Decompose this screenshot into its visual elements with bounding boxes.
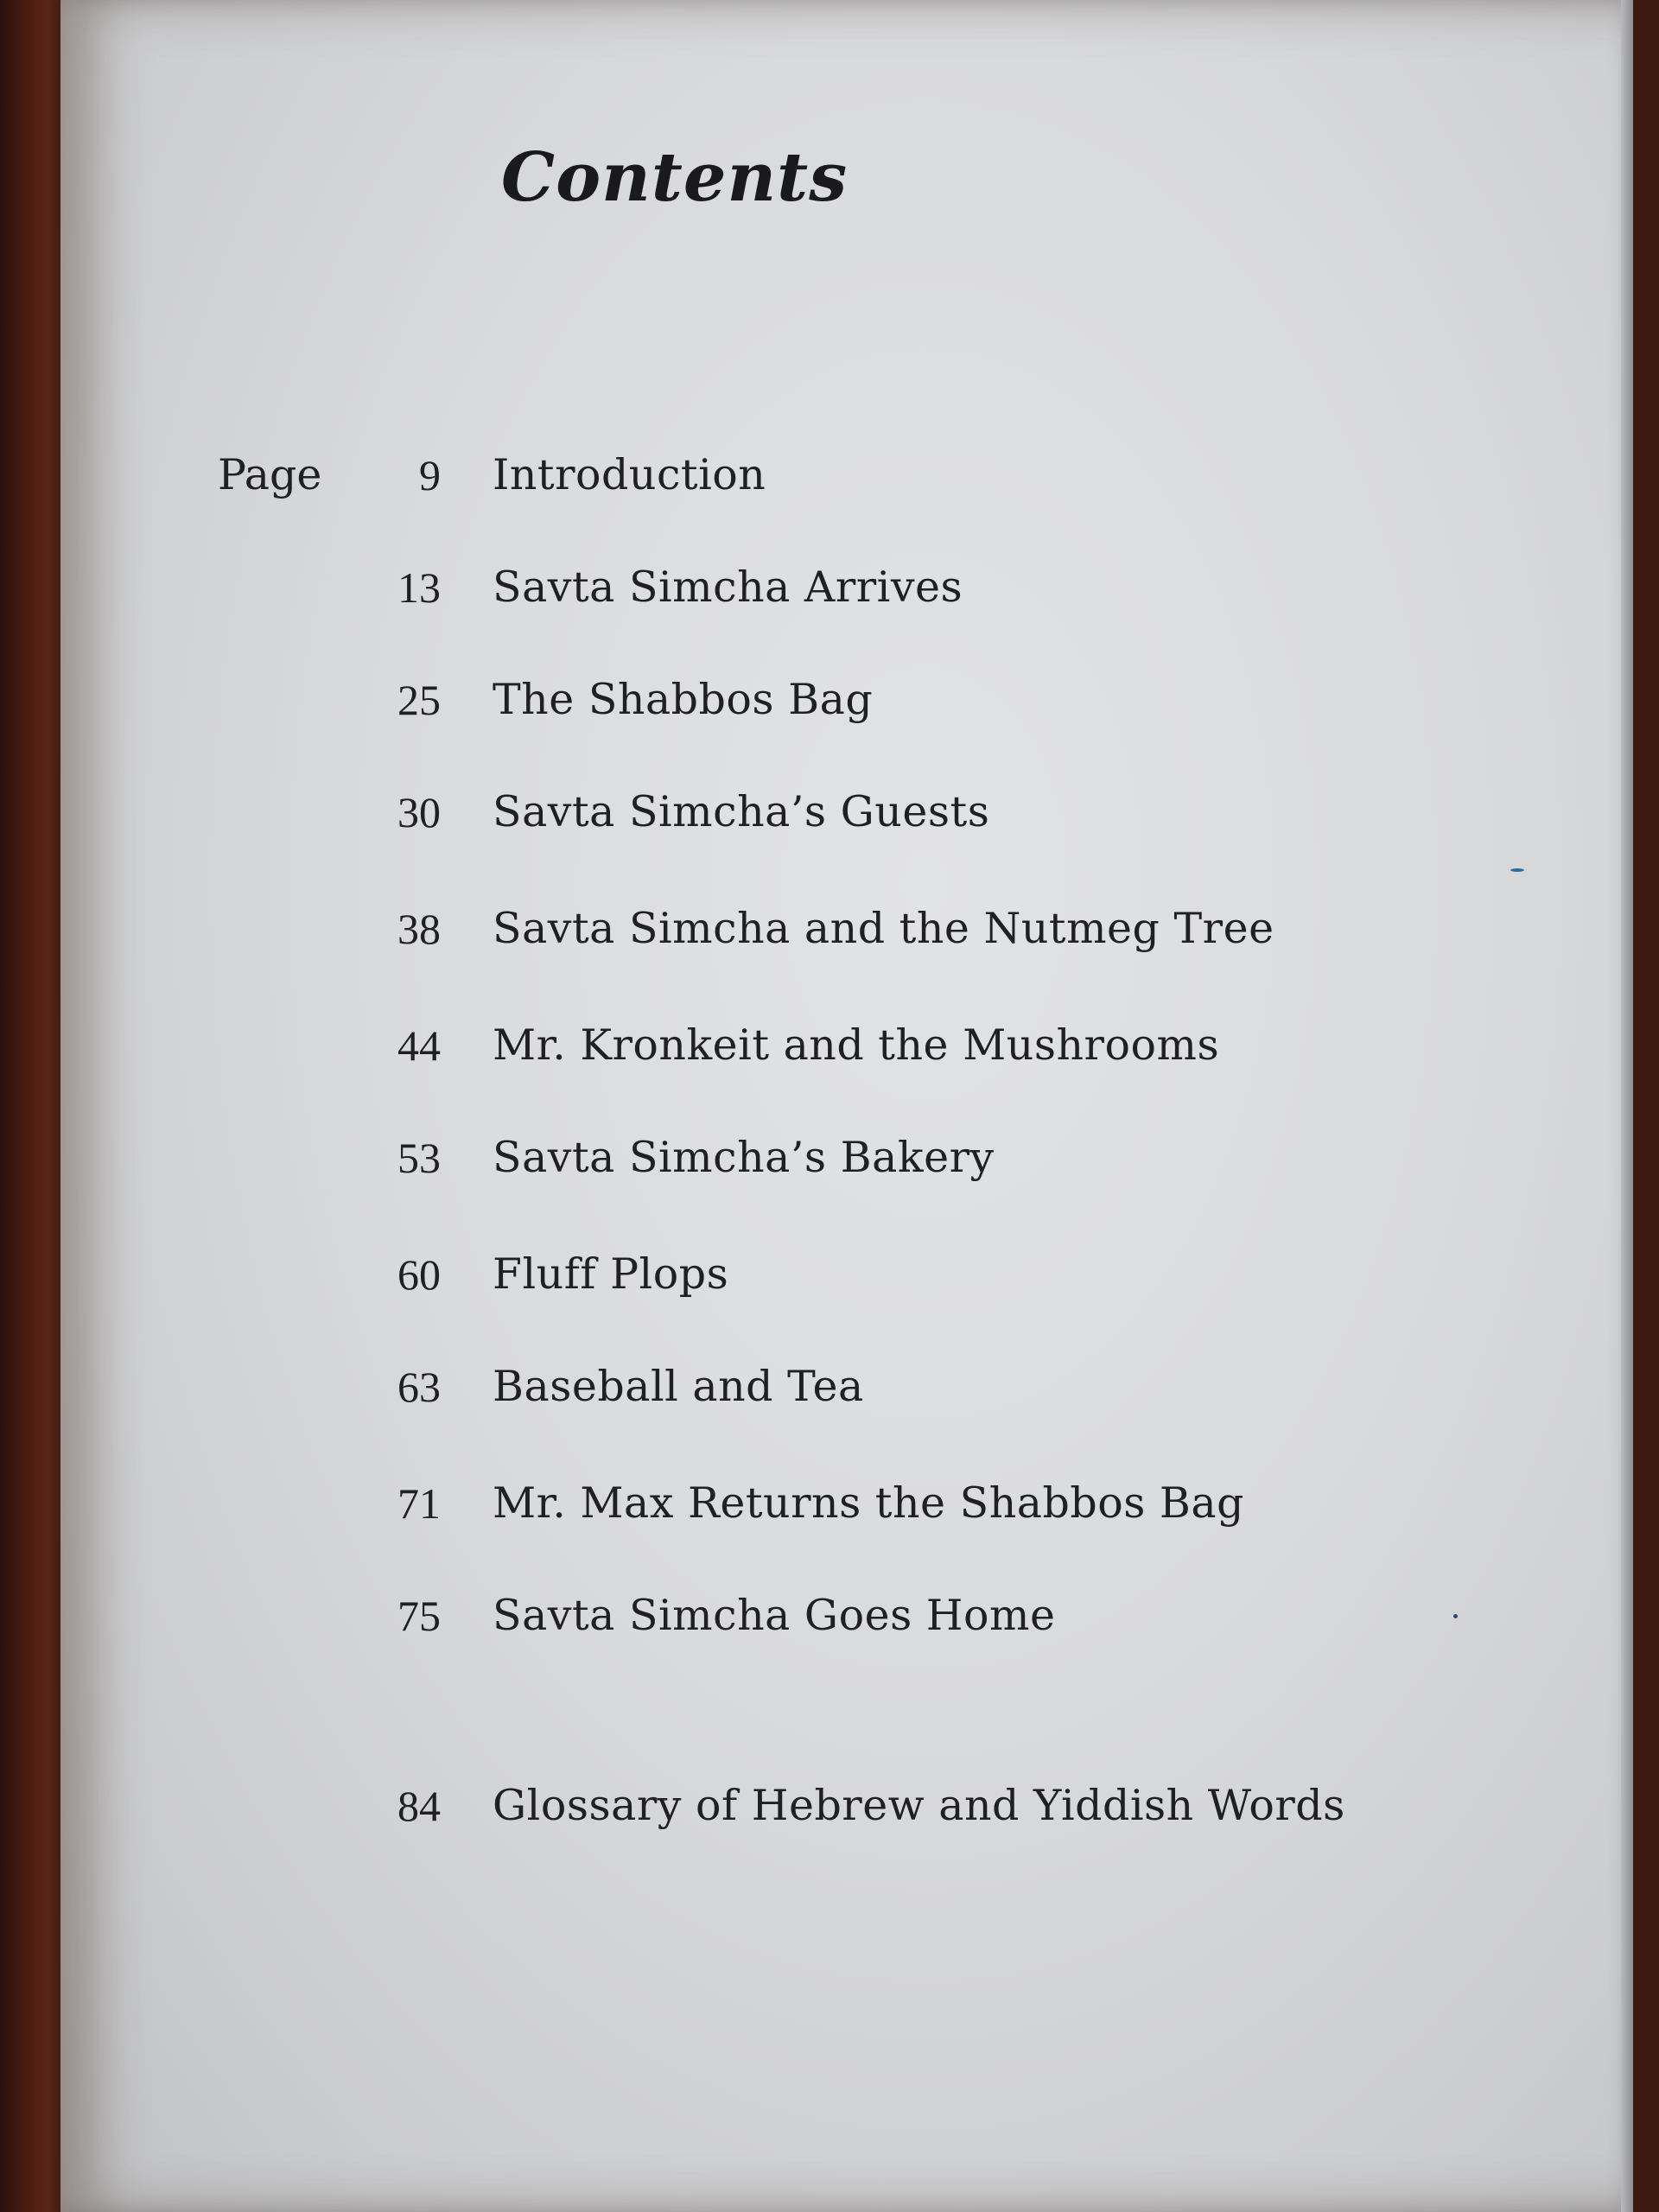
book-page <box>60 0 1633 2212</box>
toc-chapter-title: Mr. Kronkeit and the Mushrooms <box>493 1020 1220 1070</box>
toc-entry <box>60 441 1633 510</box>
toc-entry <box>60 665 1633 734</box>
toc-page-number: 71 <box>397 1479 441 1528</box>
toc-entry <box>60 1469 1633 1538</box>
toc-chapter-title: Mr. Max Returns the Shabbos Bag <box>493 1478 1245 1528</box>
toc-chapter-title: Savta Simcha and the Nutmeg Tree <box>493 904 1274 953</box>
toc-entry <box>60 1011 1633 1080</box>
toc-page-number: 30 <box>397 788 441 836</box>
toc-page-number: 25 <box>397 676 441 724</box>
toc-page-number: 13 <box>397 563 441 612</box>
toc-entry <box>60 1240 1633 1309</box>
toc-page-number: 75 <box>397 1592 441 1640</box>
toc-chapter-title: Fluff Plops <box>493 1249 729 1299</box>
toc-entry <box>60 553 1633 622</box>
toc-chapter-title: Baseball and Tea <box>493 1362 864 1411</box>
toc-page-number: 63 <box>397 1363 441 1411</box>
toc-page-number: 9 <box>419 451 441 499</box>
page-title: Contents <box>501 138 849 217</box>
page-label: Page <box>218 450 322 499</box>
toc-chapter-title: Savta Simcha Goes Home <box>493 1591 1056 1640</box>
toc-page-number: 84 <box>397 1782 441 1830</box>
ink-speck <box>1453 1614 1458 1618</box>
toc-page-number: 38 <box>397 905 441 953</box>
toc-entry <box>60 1581 1633 1650</box>
toc-chapter-title: Savta Simcha Arrives <box>493 563 963 612</box>
toc-entry <box>60 778 1633 847</box>
toc-page-number: 60 <box>397 1250 441 1299</box>
toc-entry <box>60 1123 1633 1192</box>
toc-chapter-title: Savta Simcha’s Bakery <box>493 1133 995 1182</box>
toc-chapter-title: The Shabbos Bag <box>493 675 874 724</box>
toc-entry <box>60 1352 1633 1421</box>
toc-chapter-title: Savta Simcha’s Guests <box>493 787 990 836</box>
table-of-contents <box>60 0 1633 2212</box>
toc-chapter-title: Glossary of Hebrew and Yiddish Words <box>493 1781 1345 1830</box>
toc-entry <box>60 1771 1633 1840</box>
toc-page-number: 53 <box>397 1134 441 1182</box>
ink-speck <box>1510 868 1524 872</box>
toc-page-number: 44 <box>397 1021 441 1070</box>
toc-chapter-title: Introduction <box>493 450 766 499</box>
toc-entry <box>60 894 1633 963</box>
